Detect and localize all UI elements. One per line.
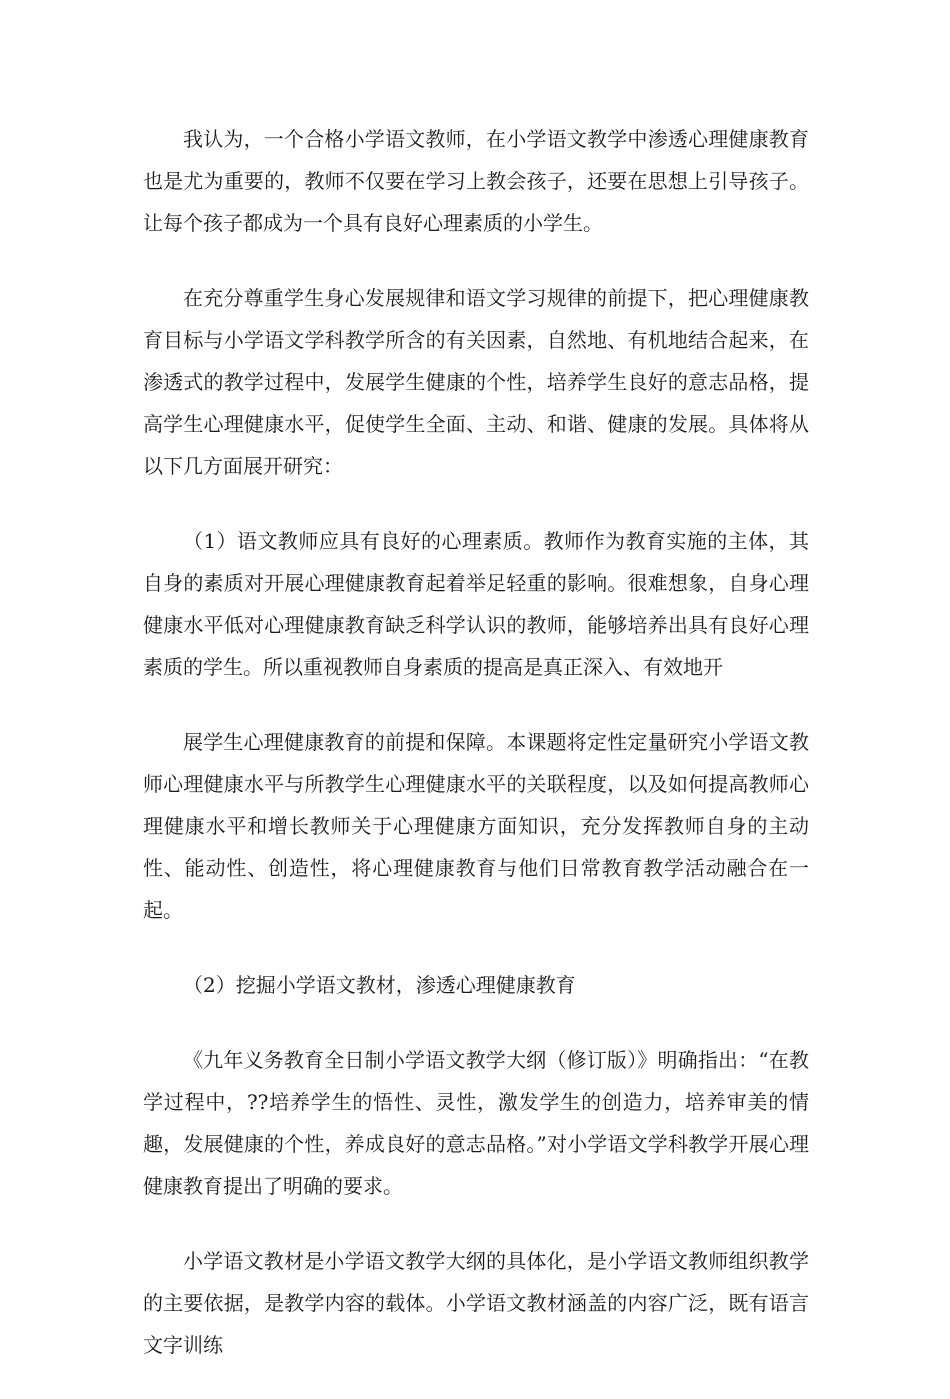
- paragraph-2: 在充分尊重学生身心发展规律和语文学习规律的前提下，把心理健康教育目标与小学语文学科教学所含的有关因素，自然地、有机地结合起来，在渗透式的教学过程中，发展学生健康的个性，培养学生良好的意志品格，提高学生心理健康水平，促使学生全面、主动、和谐、健康的发展。具体将从以下几方面展开研究：: [143, 286, 809, 478]
- paragraph-6: 小学语文教材是小学语文教学大纲的具体化，是小学语文教师组织教学的主要依据，是教学内容的载体。小学语文教材涵盖的内容广泛，既有语言文字训练: [143, 1249, 809, 1357]
- section-heading-2: （2）挖掘小学语文教材，渗透心理健康教育: [183, 973, 576, 997]
- paragraph-5: 《九年义务教育全日制小学语文教学大纲（修订版）》明确指出：“在教学过程中，??培养学生的悟性、灵性，激发学生的创造力，培养审美的情趣，发展健康的个性，养成良好的意志品格。”对小学语文学科教学开展心理健康教育提出了明确的要求。: [143, 1048, 809, 1198]
- paragraph-1: 我认为，一个合格小学语文教师，在小学语文教学中渗透心理健康教育也是尤为重要的，教师不仅要在学习上教会孩子，还要在思想上引导孩子。让每个孩子都成为一个具有良好心理素质的小学生。: [143, 127, 809, 235]
- document-body: [143, 118, 809, 1399]
- paragraph-3: （1）语文教师应具有良好的心理素质。教师作为教育实施的主体，其自身的素质对开展心理健康教育起着举足轻重的影响。很难想象，自身心理健康水平低对心理健康教育缺乏科学认识的教师，能够培养出具有良好心理素质的学生。所以重视教师自身素质的提高是真正深入、有效地开: [143, 529, 809, 679]
- paragraph-4: 展学生心理健康教育的前提和保障。本课题将定性定量研究小学语文教师心理健康水平与所教学生心理健康水平的关联程度，以及如何提高教师心理健康水平和增长教师关于心理健康方面知识，充分发挥教师自身的主动性、能动性、创造性，将心理健康教育与他们日常教育教学活动融合在一起。: [143, 730, 809, 922]
